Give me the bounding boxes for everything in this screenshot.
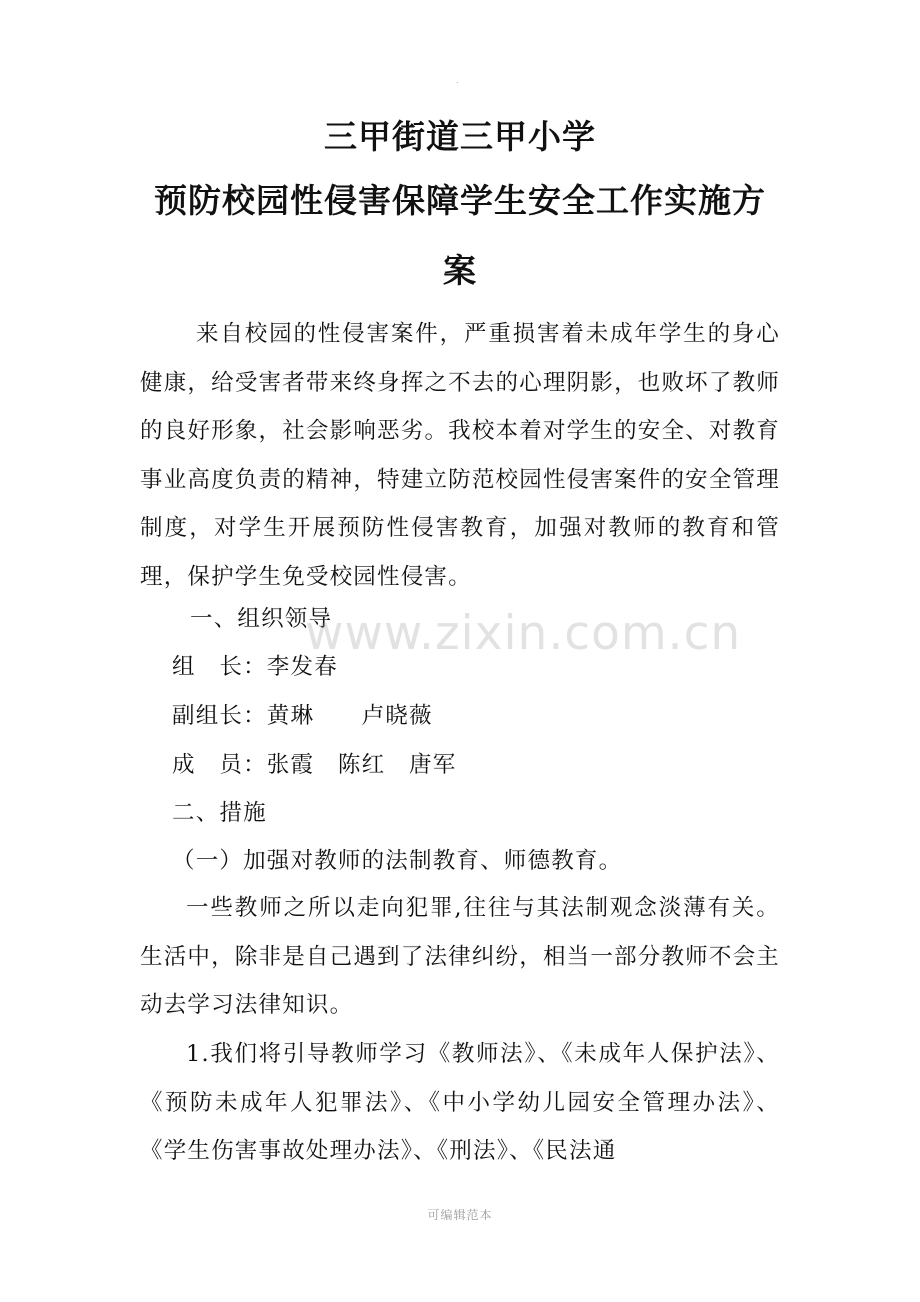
header-marker: . bbox=[456, 76, 459, 85]
deputy-line: 副组长：黄琳 卢晓薇 bbox=[172, 703, 433, 729]
title-plan-line2: 案 bbox=[443, 251, 477, 290]
section1-heading: 一、组织领导 bbox=[190, 606, 333, 632]
title-plan-line1: 预防校园性侵害保障学生安全工作实施方 bbox=[154, 181, 766, 220]
watermark-text: www.zixin.com.cn bbox=[305, 606, 742, 661]
title-school: 三甲街道三甲小学 bbox=[324, 117, 596, 156]
section2-heading: 二、措施 bbox=[172, 800, 267, 826]
section2-paragraph1: 一些教师之所以走向犯罪,往往与其法制观念淡薄有关。生活中，除非是自己遇到了法律纠纷，相当一部分教师不会主动去学习法律知识。 bbox=[140, 895, 780, 1018]
section2-paragraph2: 1.我们将引导教师学习《教师法》、《未成年人保护法》、《预防未成年人犯罪法》、《中小学幼儿园安全管理办法》、《学生伤害事故处理办法》、《刑法》、《民法通 bbox=[140, 1041, 780, 1164]
section2-subheading: （一）加强对教师的法制教育、师德教育。 bbox=[172, 848, 623, 874]
footer-text: 可编辑范本 bbox=[427, 1208, 493, 1222]
intro-paragraph: 来自校园的性侵害案件，严重损害着未成年学生的身心健康，给受害者带来终身挥之不去的心理阴影，也败坏了教师的良好形象，社会影响恶劣。我校本着对学生的安全、对教育事业高度负责的精神，特建立防范校园性侵害案件的安全管理制度，对学生开展预防性侵害教育，加强对教师的教育和管理，保护学生免受校园性侵害。 bbox=[140, 321, 780, 590]
members-line: 成 员：张霞 陈红 唐军 bbox=[172, 752, 457, 778]
leader-line: 组 长：李发春 bbox=[172, 654, 338, 680]
